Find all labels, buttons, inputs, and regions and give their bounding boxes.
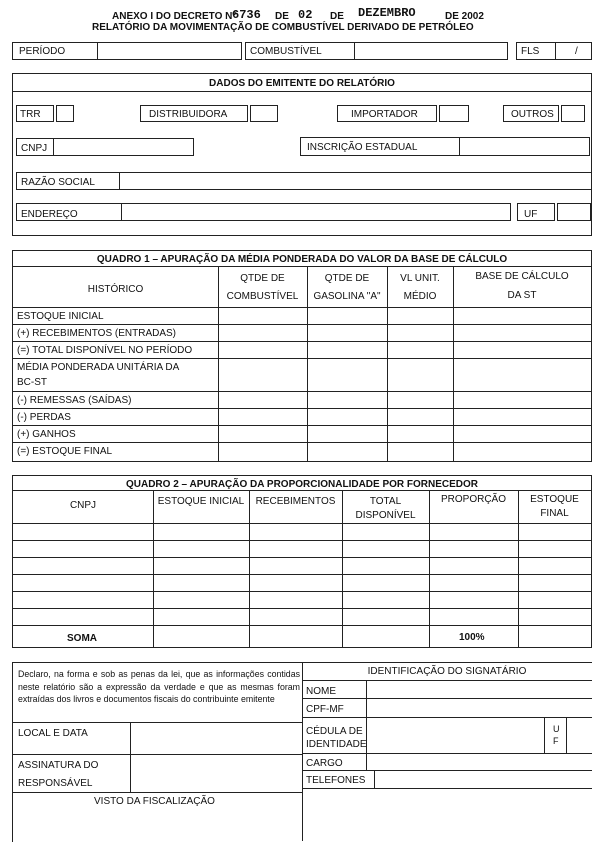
- trr-label: TRR: [20, 109, 41, 120]
- decree-de-2: DE: [330, 11, 344, 22]
- cedula-label-1: CÉDULA DE: [306, 726, 363, 737]
- col-qtde-gasolina-2: GASOLINA "A": [313, 291, 381, 302]
- cargo-label: CARGO: [306, 758, 343, 769]
- table-row: ESTOQUE INICIAL: [17, 311, 104, 322]
- col-vl-unit-1: VL UNIT.: [400, 273, 440, 284]
- inscricao-label: INSCRIÇÃO ESTADUAL: [307, 142, 418, 153]
- distribuidora-checkbox[interactable]: [250, 105, 278, 122]
- divider: [13, 266, 591, 267]
- table-row: (-) REMESSAS (SAÍDAS): [17, 395, 132, 406]
- divider: [13, 408, 591, 409]
- divider: [13, 591, 591, 592]
- table-row: (-) PERDAS: [17, 412, 71, 423]
- periodo-label: PERÍODO: [19, 46, 66, 57]
- divider: [13, 91, 591, 92]
- endereco-field[interactable]: [16, 203, 511, 221]
- outros-label: OUTROS: [511, 109, 554, 120]
- local-data-label: LOCAL E DATA: [18, 728, 88, 739]
- divider: [13, 490, 591, 491]
- decree-day: 02: [298, 8, 313, 22]
- combustivel-label: COMBUSTÍVEL: [250, 46, 322, 57]
- cedula-input[interactable]: [367, 718, 543, 752]
- divider: [13, 425, 591, 426]
- divider: [153, 490, 154, 647]
- quadro1-table: [12, 250, 592, 462]
- divider: [566, 717, 567, 753]
- col-base-calculo-2: DA ST: [507, 290, 537, 301]
- signatario-title: IDENTIFICAÇÃO DO SIGNATÁRIO: [367, 666, 527, 677]
- table-row: (+) GANHOS: [17, 429, 76, 440]
- importador-option[interactable]: [337, 105, 437, 122]
- divider: [13, 358, 591, 359]
- col-estoque-final-2: FINAL: [540, 508, 569, 519]
- divider: [13, 540, 591, 541]
- col-qtde-gasolina-1: QTDE DE: [324, 273, 370, 284]
- table-row: (=) ESTOQUE FINAL: [17, 446, 113, 457]
- distribuidora-label: DISTRIBUIDORA: [149, 109, 228, 120]
- col-qtde-combustivel-1: QTDE DE: [240, 273, 285, 284]
- telefones-label: TELEFONES: [306, 775, 366, 786]
- importador-checkbox[interactable]: [439, 105, 469, 122]
- distribuidora-option[interactable]: [140, 105, 248, 122]
- decree-number: 6736: [232, 8, 261, 22]
- col-total-2: DISPONÍVEL: [355, 510, 416, 521]
- cargo-input[interactable]: [367, 754, 591, 769]
- fls-label: FLS: [521, 46, 540, 57]
- report-title: RELATÓRIO DA MOVIMENTAÇÃO DE COMBUSTÍVEL DERIVADO DE PETRÓLEO: [92, 22, 474, 33]
- decree-month: DEZEMBRO: [358, 6, 416, 20]
- divider: [13, 341, 591, 342]
- trr-checkbox[interactable]: [56, 105, 74, 122]
- uf-field[interactable]: [517, 203, 555, 221]
- table-row: MÉDIA PONDERADA UNITÁRIA DA: [17, 362, 180, 373]
- table-row: (+) RECEBIMENTOS (ENTRADAS): [17, 328, 176, 339]
- divider: [354, 43, 355, 59]
- divider: [121, 204, 122, 220]
- quadro2-title: QUADRO 2 – APURAÇÃO DA PROPORCIONALIDADE POR FORNECEDOR: [125, 479, 479, 490]
- assinatura-input[interactable]: [131, 755, 301, 791]
- divider: [13, 608, 591, 609]
- razao-social-field[interactable]: [16, 172, 592, 190]
- combustivel-field[interactable]: [245, 42, 508, 60]
- divider: [13, 391, 591, 392]
- cedula-uf-f: F: [553, 736, 559, 746]
- assinatura-label-2: RESPONSÁVEL: [18, 778, 93, 789]
- quadro1-title: QUADRO 1 – APURAÇÃO DA MÉDIA PONDERADA DO VALOR DA BASE DE CÁLCULO: [96, 254, 508, 265]
- col-estoque-final-1: ESTOQUE: [530, 494, 579, 505]
- nome-label: NOME: [306, 686, 336, 697]
- divider: [12, 792, 302, 793]
- uf-input[interactable]: [557, 203, 591, 221]
- table-row: (=) TOTAL DISPONÍVEL NO PERÍODO: [17, 345, 193, 356]
- col-recebimentos: RECEBIMENTOS: [255, 496, 336, 507]
- col-cnpj: CNPJ: [69, 500, 97, 511]
- decree-de-1: DE: [275, 11, 289, 22]
- divider: [555, 43, 556, 59]
- periodo-field[interactable]: [12, 42, 242, 60]
- declaracao-text: Declaro, na forma e sob as penas da lei, que as informações contidas neste relatório são a expressão da verdade e que as mesmas foram extraídas dos livros e documentos fiscais do contribuinte emitente: [18, 669, 300, 704]
- visto-fiscalizacao-area[interactable]: [14, 810, 300, 840]
- divider: [13, 625, 591, 626]
- quadro2-table: [12, 475, 592, 648]
- col-proporcao: PROPORÇÃO: [440, 494, 506, 505]
- divider: [13, 307, 591, 308]
- fls-field[interactable]: [516, 42, 592, 60]
- divider: [429, 490, 430, 647]
- decree-prefix: ANEXO I DO DECRETO Nº: [112, 11, 237, 22]
- col-qtde-combustivel-2: COMBUSTÍVEL: [226, 291, 299, 302]
- divider: [13, 523, 591, 524]
- divider: [302, 663, 303, 841]
- divider: [459, 138, 460, 155]
- cpf-label: CPF-MF: [306, 704, 344, 715]
- razao-social-label: RAZÃO SOCIAL: [21, 177, 95, 188]
- divider: [249, 490, 250, 647]
- divider: [53, 139, 54, 155]
- soma-percent: 100%: [459, 632, 485, 643]
- outros-option[interactable]: [503, 105, 559, 122]
- cedula-uf-u: U: [553, 724, 560, 734]
- divider: [13, 442, 591, 443]
- visto-fiscalizacao-label: VISTO DA FISCALIZAÇÃO: [94, 796, 215, 807]
- uf-label: UF: [524, 209, 538, 220]
- cpf-input[interactable]: [367, 699, 591, 716]
- divider: [13, 557, 591, 558]
- soma-label: SOMA: [67, 633, 97, 644]
- endereco-label: ENDEREÇO: [21, 209, 78, 220]
- emitente-title: DADOS DO EMITENTE DO RELATÓRIO: [209, 78, 395, 89]
- fls-slash: /: [575, 46, 578, 57]
- decree-year: DE 2002: [445, 11, 484, 22]
- col-historico: HISTÓRICO: [87, 284, 144, 295]
- cedula-label-2: IDENTIDADE: [306, 739, 367, 750]
- importador-label: IMPORTADOR: [351, 109, 418, 120]
- divider: [13, 324, 591, 325]
- inscricao-field[interactable]: [300, 137, 590, 156]
- trr-option[interactable]: [16, 105, 54, 122]
- nome-input[interactable]: [367, 681, 591, 697]
- col-total-1: TOTAL: [369, 496, 402, 507]
- col-estoque-inicial: ESTOQUE INICIAL: [157, 496, 245, 507]
- col-vl-unit-2: MÉDIO: [403, 291, 437, 302]
- col-base-calculo-1: BASE DE CÁLCULO: [475, 271, 569, 282]
- cnpj-label: CNPJ: [21, 143, 48, 154]
- outros-checkbox[interactable]: [561, 105, 585, 122]
- divider: [13, 574, 591, 575]
- divider: [302, 788, 592, 789]
- telefones-input[interactable]: [375, 771, 591, 787]
- divider: [544, 717, 545, 753]
- assinatura-label-1: ASSINATURA DO: [18, 760, 99, 771]
- cnpj-field[interactable]: [16, 138, 194, 156]
- divider: [97, 43, 98, 59]
- divider: [119, 173, 120, 189]
- table-row: BC-ST: [17, 377, 47, 388]
- local-data-input[interactable]: [131, 723, 301, 753]
